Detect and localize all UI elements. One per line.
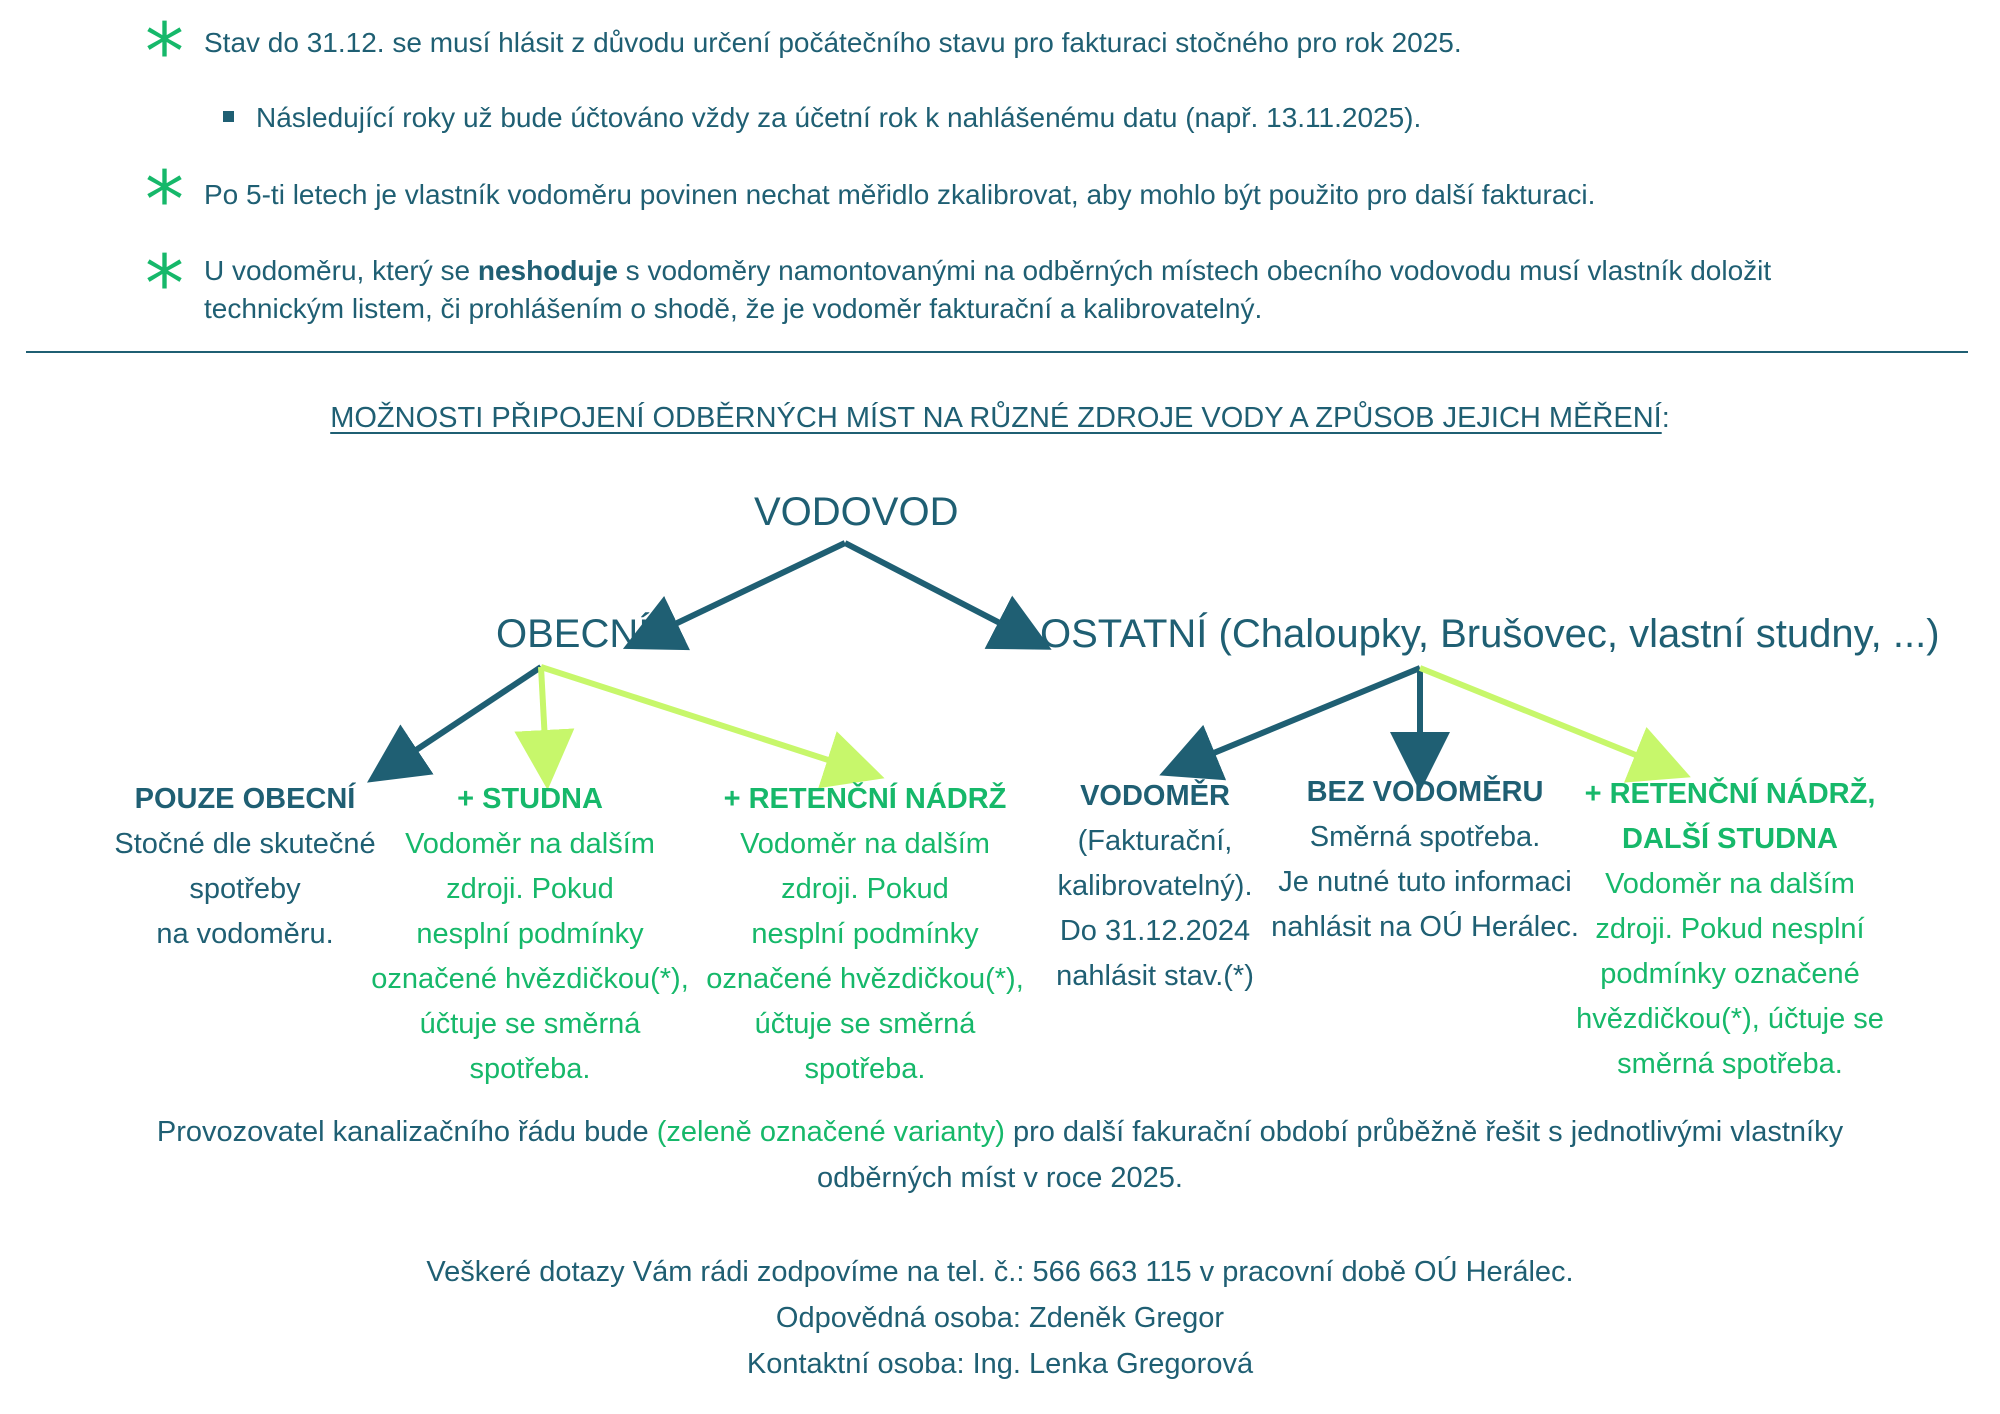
- arrow-obecni-studna: [541, 667, 546, 760]
- node-vodovod: VODOVOD: [754, 490, 959, 534]
- asterisk-icon: *: [145, 156, 184, 246]
- green-variants-note: (zeleně označené varianty): [656, 1116, 1005, 1148]
- arrow-obecni-nadrz: [541, 667, 856, 769]
- contact-person: Kontaktní osoba: Ing. Lenka Gregorová: [746, 1348, 1254, 1380]
- contact-phone: Veškeré dotazy Vám rádi zodpovíme na tel. č.: 566 663 115 v pracovní době OÚ Herálec.: [426, 1256, 1574, 1288]
- note-calibration: Po 5-ti letech je vlastník vodoměru povinen nechat měřidlo zkalibrovat, aby mohlo být použito pro další fakturaci.: [204, 179, 1596, 210]
- responsible-person: Odpovědná osoba: Zdeněk Gregor: [775, 1302, 1225, 1334]
- note-non-matching-meter: U vodoměru, který se neshoduje s vodoměry namontovanými na odběrných místech obecního vodovodu musí vlastník doložit technickým listem, či prohlášením o shodě, že je vodoměr fakturační a kalibrovatelný.: [204, 255, 1772, 324]
- node-obecni: OBECNÍ: [496, 612, 650, 656]
- asterisk-icon: *: [145, 240, 184, 330]
- contact-block: [0, 1249, 2000, 1387]
- leaf-retencni-nadrz-dalsi-studna: + RETENČNÍ NÁDRŽ, DALŠÍ STUDNA Vodoměr na dalším zdroji. Pokud nesplní podmínky označené hvězdičkou(*), účtuje se směrná spotřeba.: [1576, 778, 1884, 1080]
- leaf-pouze-obecni: POUZE OBECNÍ Stočné dle skutečné spotřeby na vodoměru.: [114, 783, 376, 950]
- asterisk-icon: *: [145, 8, 184, 98]
- arrow-vodovod-ostatni: [845, 543, 1025, 636]
- node-ostatni: OSTATNÍ (Chaloupky, Brušovec, vlastní studny, ...): [1040, 612, 1940, 656]
- arrow-vodovod-obecni: [650, 543, 845, 636]
- diagram-heading: MOŽNOSTI PŘIPOJENÍ ODBĚRNÝCH MÍST NA RŮZNÉ ZDROJE VODY A ZPŮSOB JEJICH MĚŘENÍ:: [330, 402, 1670, 434]
- arrow-ostatni-nadrz: [1420, 668, 1663, 766]
- arrow-obecni-pouze: [392, 667, 541, 766]
- note-initial-state: Stav do 31.12. se musí hlásit z důvodu určení počátečního stavu pro fakturaci stočného pro rok 2025.: [204, 27, 1462, 58]
- note-following-years: Následující roky už bude účtováno vždy za účetní rok k nahlášenému datu (např. 13.11.2025).: [256, 102, 1422, 133]
- operator-note: Provozovatel kanalizačního řádu bude (zeleně označené varianty) pro další fakurační období průběžně řešit s jednotlivými vlastníky odběrných míst v roce 2025.: [156, 1116, 1844, 1194]
- leaf-vodomer: VODOMĚR (Fakturační, kalibrovatelný). Do 31.12.2024 nahlásit stav.(*): [1056, 780, 1254, 992]
- leaf-bez-vodomeru: BEZ VODOMĚRU Směrná spotřeba. Je nutné tuto informaci nahlásit na OÚ Herálec.: [1271, 776, 1579, 943]
- arrow-ostatni-vodomer: [1187, 668, 1420, 764]
- leaf-retencni-nadrz: + RETENČNÍ NÁDRŽ Vodoměr na dalším zdroji. Pokud nesplní podmínky označené hvězdičkou(*), účtuje se směrná spotřeba.: [706, 783, 1024, 1085]
- emphasis-neshoduje: neshoduje: [477, 255, 618, 286]
- leaf-studna: + STUDNA Vodoměr na dalším zdroji. Pokud nesplní podmínky označené hvězdičkou(*), účtuje se směrná spotřeba.: [371, 783, 689, 1085]
